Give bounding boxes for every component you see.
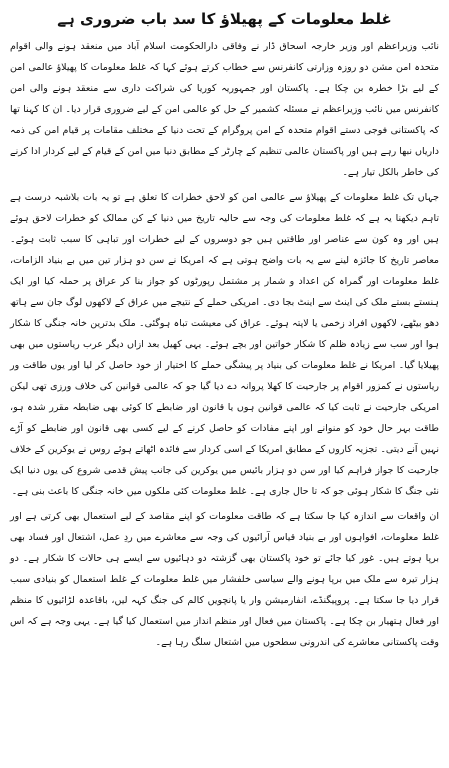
article-paragraph-1: نائب وزیراعظم اور وزیر خارجہ اسحاق ڈار نے وفاقی دارالحکومت اسلام آباد میں منعقد ہونے والی اقوام متحدہ امن مشن دو روزہ وزارتی کانفرنس سے خطاب کرتے ہوئے کہا کہ غلط معلومات کا پھیلاؤ عالمی امن کے لیے بڑا خطرہ بن چکا ہے۔ پاکستان اور جمہوریہ کوریا کی شراکت داری سے منعقد ہونے والی امن کانفرنس میں نائب وزیراعظم نے مسئلہ کشمیر کے حل کو عالمی امن کے لیے ضروری قرار دیا۔ ان کا کہنا تھا کہ پاکستانی فوجی دستے اقوام متحدہ کے امن پروگرام کے تحت دنیا کے مختلف مقامات پر قیام امن کی ذمہ داریاں نبھا رہے ہیں اور پاکستان عالمی تنظیم کے چارٹر کے مطابق دنیا میں امن کے قیام کے لیے کردار ادا کرنے کی خاطر بالکل تیار ہے۔ [10,41,439,178]
article-paragraph-2: جہاں تک غلط معلومات کے پھیلاؤ سے عالمی امن کو لاحق خطرات کا تعلق ہے تو یہ بات بلاشبہ درست ہے تاہم دیکھنا یہ ہے کہ غلط معلومات کی وجہ سے حالیہ تاریخ میں دنیا کے کن ممالک کو خطرات لاحق ہوئے ہیں اور وہ کون سے عناصر اور طاقتیں ہیں جو دوسروں کے لیے خطرات اور تباہی کا سبب ثابت ہوئے۔ معاصر تاریخ کا جائزہ لینے سے یہ بات واضح ہوتی ہے کہ امریکا نے سن دو ہزار تین میں بے بنیاد الزامات، غلط معلومات اور گمراہ کن اعداد و شمار پر مشتمل رپورٹوں کو جواز بنا کر عراق پر حملہ کیا اور ایک ہنستے بستے ملک کی اینٹ سے اینٹ بجا دی۔ امریکی حملے کے نتیجے میں عراق کے لاکھوں لوگ جان سے ہاتھ دھو بیٹھے، لاکھوں افراد زخمی یا لاپتہ ہوئے۔ عراق کی معیشت تباہ ہوگئی۔ ملک بدترین خانہ جنگی کا شکار ہوا اور سب سے زیادہ ظلم کا شکار خواتین اور بچے ہوئے۔ یہی کھیل بعد ازاں دیگر عرب ریاستوں میں بھی پھیلایا گیا۔ امریکا نے غلط معلومات کی بنیاد پر پیشگی حملے کا اختیار از خود حاصل کر لیا اور یوں طاقت ور ریاستوں نے کمزور اقوام پر جارحیت کا کھلا پروانہ دے دیا گیا جو کہ عالمی قوانین کی خلاف ورزی تھی لیکن امریکی جارحیت نے ثابت کیا کہ عالمی قوانین ہوں یا قانون اور ضابطے کا کوئی بھی ضابطہ مقرر شدہ ہو، طاقت بہر حال خود کو منوانے اور اپنے مفادات کو حاصل کرنے کے لیے کسی بھی قانون اور ضابطے کو آڑے نہیں آنے دیتی۔ تجزیہ کاروں کے مطابق امریکا کے اسی کردار سے فائدہ اٹھاتے ہوئے روس نے یوکرین کے خلاف جارحیت کا جواز فراہم کیا اور سن دو ہزار بائیس میں یوکرین کی جانب پیش قدمی شروع کی یوں دنیا ایک نئی جنگ کا شکار ہوئی جو کہ تا حال جاری ہے۔ غلط معلومات کئی ملکوں میں خانہ جنگی کا باعث بنی ہے۔ [10,192,439,497]
article-paragraph-3: ان واقعات سے اندازہ کیا جا سکتا ہے کہ طاقت معلومات کو اپنے مقاصد کے لیے استعمال بھی کرتی ہے اور غلط معلومات، افواہوں اور بے بنیاد قیاس آرائیوں کی وجہ سے معاشرے میں ردِ عمل، اشتعال اور فساد بھی برپا ہوتے ہیں۔ غور کیا جائے تو خود پاکستان بھی گزشتہ دو دہائیوں سے ایسے ہی حالات کا شکار ہے۔ دو ہزار تیرہ سے ملک میں برپا ہونے والے سیاسی خلفشار میں غلط معلومات کے غلط استعمال کو بنیادی سبب قرار دیا جا سکتا ہے۔ پروپیگنڈے، انفارمیشن وار یا پانچویں کالم کی جنگ کہہ لیں، باقاعدہ لڑائیوں کا منظم اور فعال ہتھیار بن چکا ہے۔ پاکستان میں فعال اور منظم انداز میں استعمال کیا گیا ہے۔ یہی وجہ ہے کہ اس وقت پاکستانی معاشرے کی اندرونی سطحوں میں اشتعال سلگ رہا ہے۔ [10,511,439,648]
article-headline: غلط معلومات کے پھیلاؤ کا سد باب ضروری ہے [57,10,392,28]
